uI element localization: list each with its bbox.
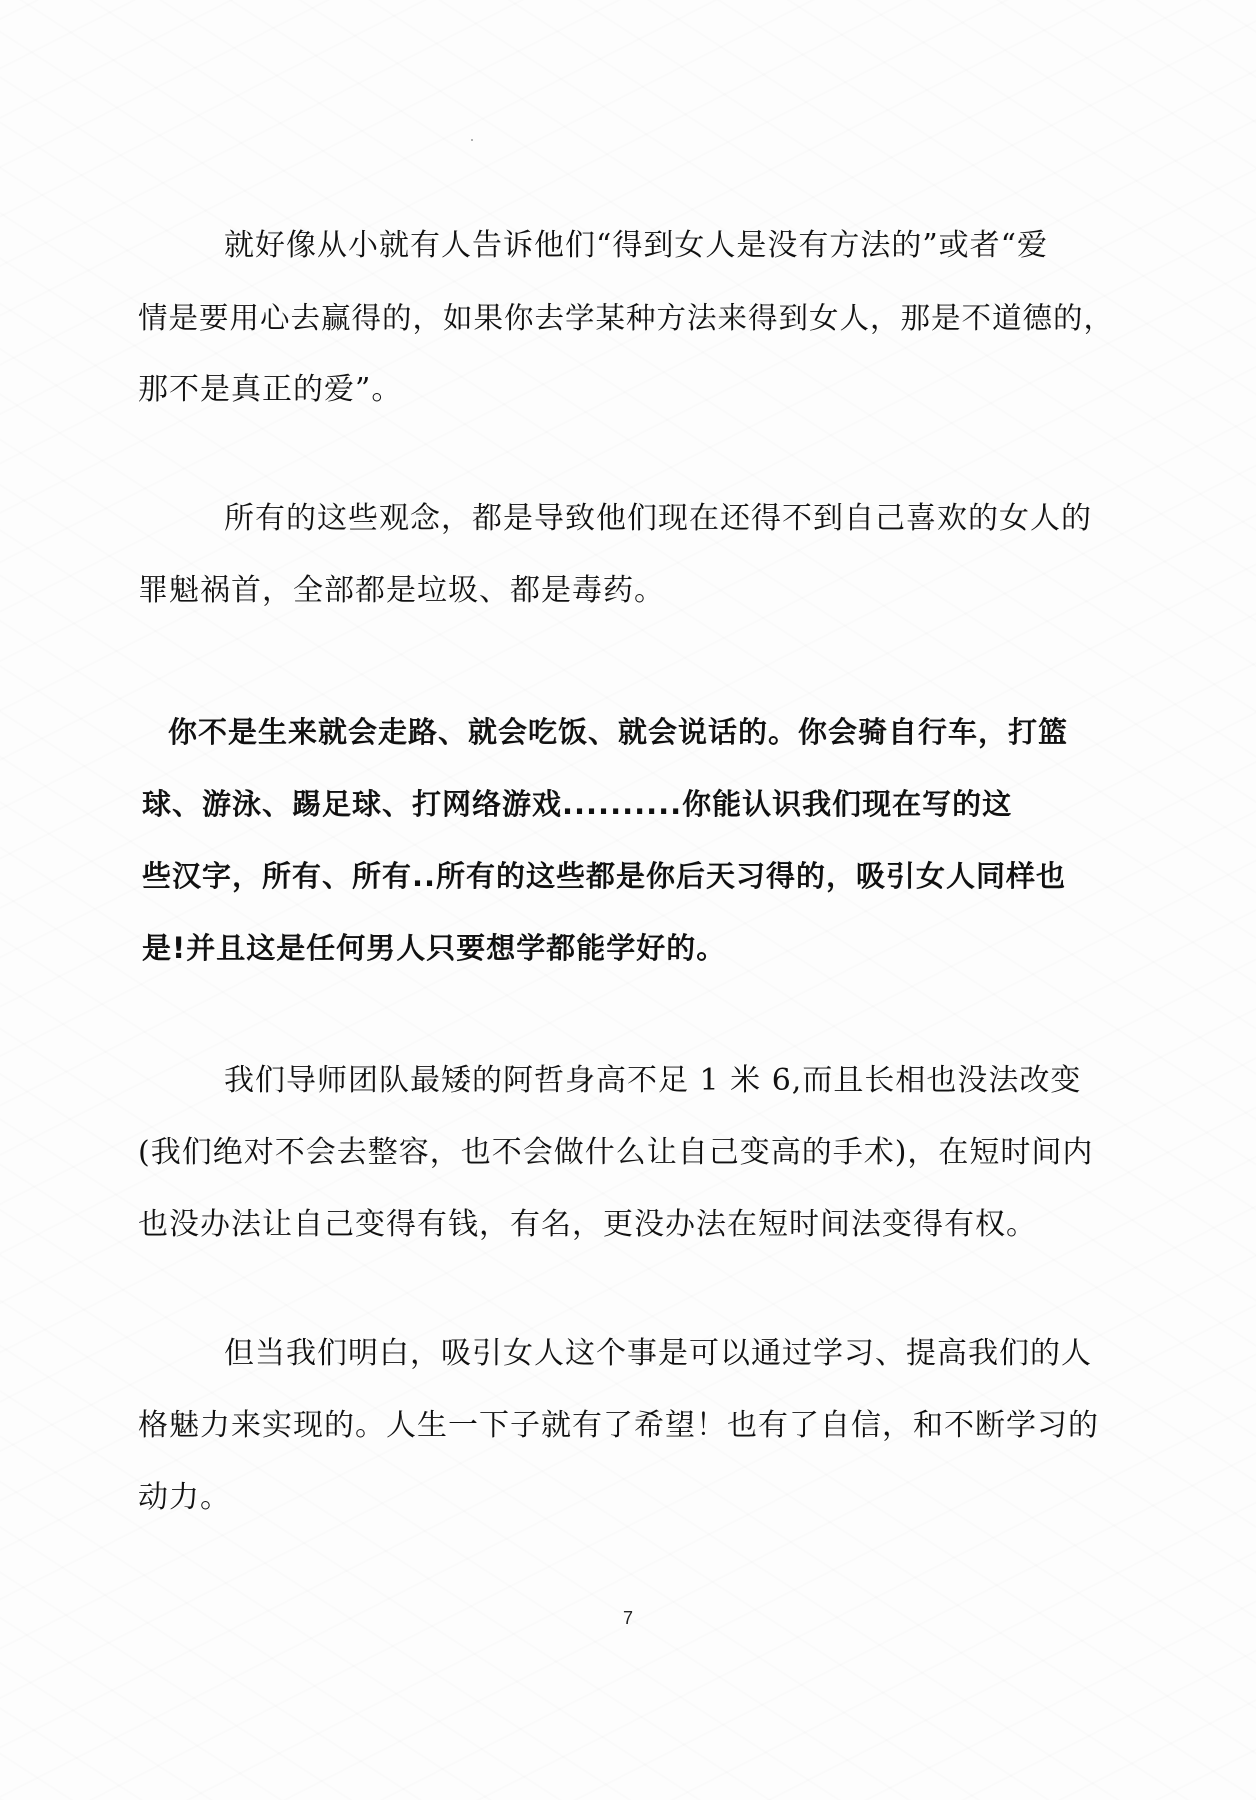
paragraph-line: 我们导师团队最矮的阿哲身高不足 1 米 6,而且长相也没法改变 — [224, 1063, 1082, 1098]
paragraph-line: 但当我们明白，吸引女人这个事是可以通过学习、提高我们的人 — [224, 1336, 1092, 1371]
paragraph-line: 那不是真正的爱”。 — [138, 372, 403, 407]
paragraph-1 — [138, 210, 1118, 426]
paragraph-line: 些汉字，所有、所有..所有的这些都是你后天习得的，吸引女人同样也 — [142, 859, 1067, 893]
paragraph-5 — [138, 1318, 1118, 1534]
paragraph-line: 格魅力来实现的。人生一下子就有了希望！也有了自信，和不断学习的 — [138, 1408, 1099, 1443]
paragraph-2 — [138, 483, 1118, 627]
paragraph-line: 情是要用心去赢得的，如果你去学某种方法来得到女人，那是不道德的， — [138, 301, 1115, 335]
paragraph-line: (我们绝对不会去整容，也不会做什么让自己变高的手术)，在短时间内 — [138, 1135, 1094, 1170]
paragraph-line: 所有的这些观念，都是导致他们现在还得不到自己喜欢的女人的 — [224, 501, 1092, 536]
paragraph-line: 球、游泳、踢足球、打网络游戏..........你能认识我们现在写的这 — [142, 787, 1013, 821]
paragraph-line: 动力。 — [138, 1480, 231, 1515]
paragraph-line: 也没办法让自己变得有钱，有名，更没办法在短时间法变得有权。 — [138, 1207, 1037, 1242]
paragraph-3-bold — [142, 696, 1122, 984]
paragraph-line: 你不是生来就会走路、就会吃饭、就会说话的。你会骑自行车，打篮 — [168, 715, 1069, 749]
scan-speck — [471, 139, 473, 141]
paragraph-4 — [138, 1045, 1118, 1261]
paragraph-line: 是!并且这是任何男人只要想学都能学好的。 — [142, 931, 727, 965]
paragraph-line: 就好像从小就有人告诉他们“得到女人是没有方法的”或者“爱 — [224, 228, 1049, 263]
page-number: 7 — [622, 1608, 633, 1628]
paragraph-line: 罪魁祸首，全部都是垃圾、都是毒药。 — [138, 573, 665, 608]
